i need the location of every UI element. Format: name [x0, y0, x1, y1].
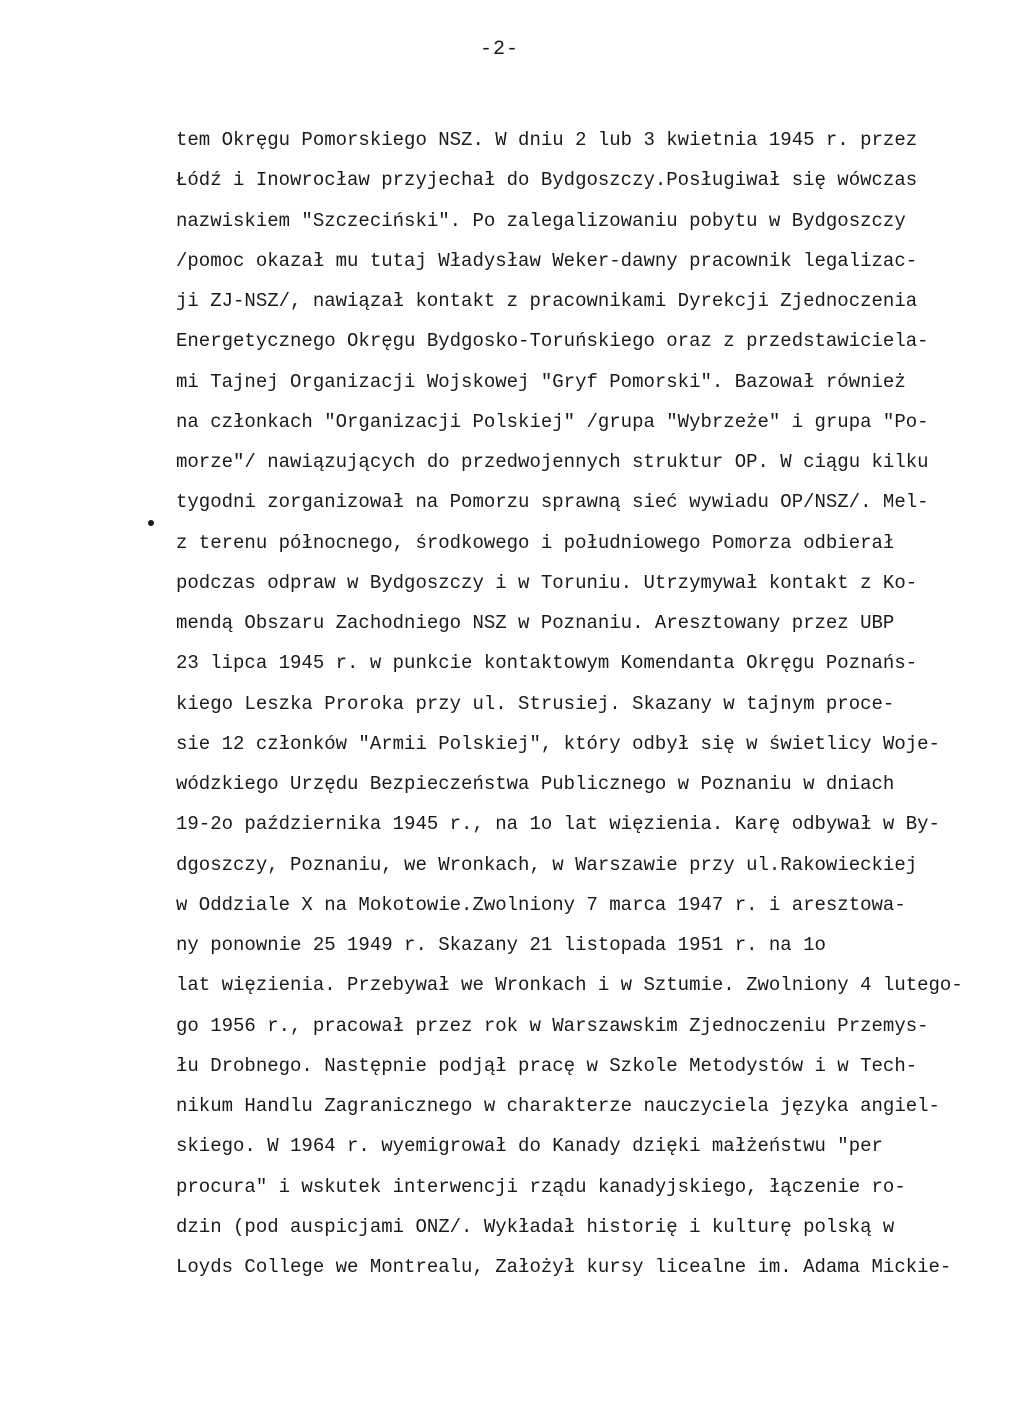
text-line: 23 lipca 1945 r. w punkcie kontaktowym Komendanta Okręgu Poznańs-	[176, 652, 918, 675]
text-line: morze"/ nawiązujących do przedwojennych struktur OP. W ciągu kilku	[176, 451, 929, 473]
text-line: Loyds College we Montrealu, Założył kursy licealne im. Adama Mickie-	[176, 1256, 952, 1278]
text-line: 19-2o października 1945 r., na 1o lat więzienia. Karę odbywał w By-	[176, 813, 940, 836]
text-line: Łódź i Inowrocław przyjechał do Bydgoszczy.Posługiwał się wówczas	[176, 169, 918, 192]
text-line: w Oddziale X na Mokotowie.Zwolniony 7 marca 1947 r. i aresztowa-	[176, 893, 906, 916]
text-line: wódzkiego Urzędu Bezpieczeństwa Publicznego w Poznaniu w dniach	[176, 773, 895, 795]
text-line: mi Tajnej Organizacji Wojskowej "Gryf Pomorski". Bazował również	[176, 370, 906, 393]
text-line: ji ZJ-NSZ/, nawiązał kontakt z pracownikami Dyrekcji Zjednoczenia	[176, 290, 918, 312]
text-line: /pomoc okazał mu tutaj Władysław Weker-dawny pracownik legalizac-	[176, 249, 918, 272]
text-line: nikum Handlu Zagranicznego w charakterze nauczyciela języka angiel-	[176, 1095, 940, 1117]
page-number: -2-	[480, 38, 520, 61]
text-line: kiego Leszka Proroka przy ul. Strusiej. Skazany w tajnym proce-	[176, 692, 895, 715]
text-line: ny ponownie 25 1949 r. Skazany 21 listopada 1951 r. na 1o	[176, 934, 826, 956]
text-line: na członkach "Organizacji Polskiej" /grupa "Wybrzeże" i grupa "Po-	[176, 410, 929, 433]
text-line: mendą Obszaru Zachodniego NSZ w Poznaniu. Aresztowany przez UBP	[176, 612, 895, 634]
text-line: łu Drobnego. Następnie podjął pracę w Szkole Metodystów i w Tech-	[176, 1054, 918, 1077]
body-text	[176, 120, 1006, 1287]
text-line: tygodni zorganizował na Pomorzu sprawną sieć wywiadu OP/NSZ/. Mel-	[176, 491, 929, 514]
text-line: podczas odpraw w Bydgoszczy i w Toruniu. Utrzymywał kontakt z Ko-	[176, 571, 918, 594]
text-line: nazwiskiem "Szczeciński". Po zalegalizowaniu pobytu w Bydgoszczy	[176, 209, 906, 232]
text-line: go 1956 r., pracował przez rok w Warszawskim Zjednoczeniu Przemys-	[176, 1014, 929, 1037]
text-line: sie 12 członków "Armii Polskiej", który odbył się w świetlicy Woje-	[176, 732, 940, 755]
text-line: z terenu północnego, środkowego i południowego Pomorza odbierał	[176, 531, 895, 554]
text-line: skiego. W 1964 r. wyemigrował do Kanady dzięki małżeństwu "per	[176, 1135, 883, 1158]
text-line: Energetycznego Okręgu Bydgosko-Toruńskiego oraz z przedstawiciela-	[176, 330, 929, 353]
text-line: dzin (pod auspicjami ONZ/. Wykładał historię i kulturę polską w	[176, 1215, 895, 1238]
text-line: lat więzienia. Przebywał we Wronkach i w Sztumie. Zwolniony 4 lutego-	[176, 974, 963, 997]
text-line: procura" i wskutek interwencji rządu kanadyjskiego, łączenie ro-	[176, 1175, 906, 1198]
text-line: tem Okręgu Pomorskiego NSZ. W dniu 2 lub 3 kwietnia 1945 r. przez	[176, 129, 918, 151]
text-line: dgoszczy, Poznaniu, we Wronkach, w Warszawie przy ul.Rakowieckiej	[176, 853, 918, 876]
margin-mark	[148, 520, 154, 526]
